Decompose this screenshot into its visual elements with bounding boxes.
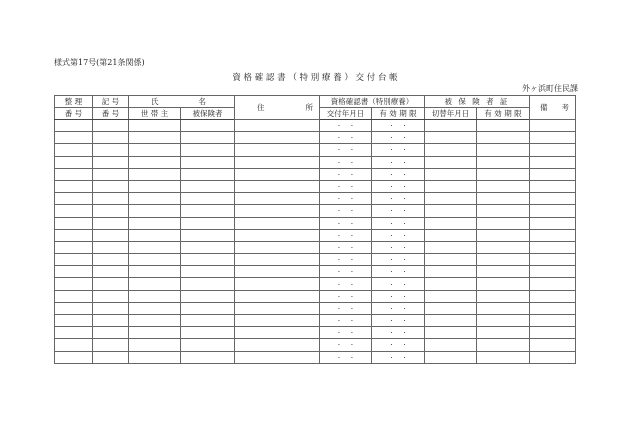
header-kofu-date: 交付年月日 [320,108,372,120]
table-cell [477,290,530,302]
yuko-kigen-cell: · · [372,290,425,302]
table-cell [129,180,181,192]
table-cell [55,302,93,314]
table-cell [530,193,576,205]
table-cell [55,217,93,229]
table-row [55,327,576,339]
table-row [55,205,576,217]
table-row [55,180,576,192]
table-cell [55,315,93,327]
table-cell [181,132,235,144]
kofu-date-cell: · · [320,168,372,180]
yuko-kigen-cell: · · [372,144,425,156]
table-cell [477,193,530,205]
kofu-date-cell: · · [320,180,372,192]
table-row [55,241,576,253]
header-yuko-kigen-1: 有 効 期 限 [372,108,425,120]
table-row [55,229,576,241]
table-row [55,217,576,229]
table-cell [425,339,477,351]
table-cell [235,156,320,168]
header-shikaku-group: 資格確認書（特別療養） [320,96,425,108]
table-row [55,156,576,168]
table-cell [181,120,235,132]
header-jusho-right: 所 [305,103,313,112]
table-cell [129,168,181,180]
table-cell [55,254,93,266]
table-row [55,168,576,180]
table-cell [55,180,93,192]
yuko-kigen-cell: · · [372,339,425,351]
kofu-date-cell: · · [320,205,372,217]
table-row [55,193,576,205]
table-cell [425,290,477,302]
kofu-date-cell: · · [320,229,372,241]
table-cell [235,278,320,290]
header-biko-right: 考 [561,103,570,112]
table-cell [530,180,576,192]
table-row [55,315,576,327]
header-setainushi: 世 帯 主 [129,108,181,120]
table-cell [235,180,320,192]
table-cell [477,278,530,290]
table-row [55,132,576,144]
table-cell [530,278,576,290]
table-cell [93,315,129,327]
table-cell [55,229,93,241]
header-biko-left: 備 [540,103,548,112]
table-cell [181,302,235,314]
table-cell [93,229,129,241]
table-cell [477,180,530,192]
table-row [55,302,576,314]
table-cell [425,132,477,144]
table-cell [235,205,320,217]
table-cell [55,241,93,253]
table-cell [530,339,576,351]
table-cell [181,315,235,327]
table-cell [477,327,530,339]
table-row [55,144,576,156]
table-cell [530,290,576,302]
yuko-kigen-cell: · · [372,132,425,144]
table-row [55,254,576,266]
table-cell [181,193,235,205]
table-cell [55,156,93,168]
table-cell [129,120,181,132]
header-yuko-kigen-2: 有 効 期 限 [477,108,530,120]
table-cell [129,266,181,278]
table-cell [425,266,477,278]
table-cell [235,290,320,302]
table-cell [129,302,181,314]
table-cell [129,229,181,241]
yuko-kigen-cell: · · [372,278,425,290]
yuko-kigen-cell: · · [372,351,425,363]
table-cell [477,241,530,253]
table-cell [425,351,477,363]
table-cell [129,278,181,290]
table-cell [93,266,129,278]
table-cell [235,229,320,241]
kofu-date-cell: · · [320,156,372,168]
table-cell [93,144,129,156]
table-cell [93,180,129,192]
header-seiri-top: 整 理 [55,96,93,108]
table-cell [477,339,530,351]
table-cell [181,217,235,229]
kofu-date-cell: · · [320,290,372,302]
table-cell [93,132,129,144]
header-shimei-left: 氏 [151,97,159,106]
table-cell [235,315,320,327]
header-shimei-right: 名 [198,97,206,106]
kofu-date-cell: · · [320,144,372,156]
yuko-kigen-cell: · · [372,120,425,132]
table-cell [530,302,576,314]
table-cell [93,327,129,339]
kofu-date-cell: · · [320,315,372,327]
table-cell [425,241,477,253]
header-shimei [129,96,235,108]
table-cell [530,229,576,241]
table-cell [93,278,129,290]
ledger-title: 資 格 確 認 書 （ 特 別 療 養 ） 交 付 台 帳 [232,73,398,83]
table-cell [235,302,320,314]
ledger-body [55,120,576,364]
table-cell [477,168,530,180]
table-cell [129,315,181,327]
table-cell [477,351,530,363]
yuko-kigen-cell: · · [372,217,425,229]
table-cell [181,168,235,180]
table-cell [181,266,235,278]
kofu-date-cell: · · [320,302,372,314]
kofu-date-cell: · · [320,132,372,144]
table-cell [477,144,530,156]
table-cell [129,351,181,363]
table-cell [235,351,320,363]
kofu-date-cell: · · [320,254,372,266]
table-cell [425,168,477,180]
table-cell [235,254,320,266]
header-kigo-top: 記 号 [93,96,129,108]
table-row [55,290,576,302]
table-cell [129,193,181,205]
yuko-kigen-cell: · · [372,229,425,241]
table-cell [129,132,181,144]
yuko-kigen-cell: · · [372,205,425,217]
table-cell [129,254,181,266]
kofu-date-cell: · · [320,193,372,205]
table-cell [425,217,477,229]
table-cell [530,120,576,132]
table-cell [530,315,576,327]
table-cell [55,205,93,217]
yuko-kigen-cell: · · [372,180,425,192]
table-cell [93,120,129,132]
table-cell [530,351,576,363]
table-cell [129,156,181,168]
table-cell [181,144,235,156]
yuko-kigen-cell: · · [372,156,425,168]
kofu-date-cell: · · [320,327,372,339]
table-cell [93,156,129,168]
table-row [55,266,576,278]
table-cell [93,193,129,205]
form-number-label: 様式第17号(第21条関係) [54,58,145,67]
table-cell [477,205,530,217]
yuko-kigen-cell: · · [372,327,425,339]
table-cell [235,339,320,351]
table-cell [93,302,129,314]
table-cell [129,290,181,302]
table-cell [425,254,477,266]
table-cell [425,180,477,192]
yuko-kigen-cell: · · [372,254,425,266]
table-row [55,120,576,132]
table-cell [93,217,129,229]
table-cell [425,144,477,156]
header-jusho [235,96,320,120]
table-cell [530,217,576,229]
header-hihokensha: 被保険者 [181,108,235,120]
table-cell [235,217,320,229]
table-cell [530,241,576,253]
table-cell [235,241,320,253]
table-cell [425,278,477,290]
table-cell [93,339,129,351]
table-cell [425,229,477,241]
table-row [55,278,576,290]
table-cell [181,205,235,217]
table-cell [93,254,129,266]
table-cell [181,229,235,241]
table-cell [425,120,477,132]
table-cell [477,132,530,144]
table-cell [93,351,129,363]
table-cell [55,168,93,180]
table-cell [235,193,320,205]
kofu-date-cell: · · [320,339,372,351]
table-cell [530,266,576,278]
table-cell [530,327,576,339]
table-row [55,339,576,351]
kofu-date-cell: · · [320,266,372,278]
yuko-kigen-cell: · · [372,266,425,278]
table-cell [477,156,530,168]
table-cell [181,351,235,363]
table-cell [129,217,181,229]
table-cell [530,132,576,144]
table-cell [181,156,235,168]
kofu-date-cell: · · [320,217,372,229]
header-seiri-bottom: 番 号 [55,108,93,120]
table-cell [235,168,320,180]
yuko-kigen-cell: · · [372,302,425,314]
yuko-kigen-cell: · · [372,241,425,253]
table-cell [181,278,235,290]
kofu-date-cell: · · [320,278,372,290]
table-cell [477,217,530,229]
header-kigo-bottom: 番 号 [93,108,129,120]
table-cell [235,120,320,132]
yuko-kigen-cell: · · [372,193,425,205]
table-cell [425,205,477,217]
table-cell [477,266,530,278]
table-cell [477,302,530,314]
table-cell [235,132,320,144]
table-cell [181,290,235,302]
table-cell [55,193,93,205]
table-cell [93,168,129,180]
table-cell [129,327,181,339]
table-cell [477,254,530,266]
table-cell [530,205,576,217]
office-name: 外ヶ浜町住民課 [522,84,578,93]
table-cell [530,144,576,156]
table-cell [93,205,129,217]
table-cell [129,205,181,217]
table-cell [55,278,93,290]
header-hihoken-group: 被 保 険 者 証 [425,96,530,108]
table-cell [477,315,530,327]
table-cell [425,156,477,168]
table-cell [93,241,129,253]
table-cell [181,339,235,351]
ledger-table [54,95,576,364]
yuko-kigen-cell: · · [372,168,425,180]
table-cell [425,327,477,339]
table-cell [425,193,477,205]
header-biko [530,96,576,120]
table-cell [181,327,235,339]
table-cell [55,120,93,132]
table-cell [55,339,93,351]
header-kirikae-date: 切替年月日 [425,108,477,120]
table-cell [93,290,129,302]
table-row [55,351,576,363]
table-cell [55,144,93,156]
table-cell [129,144,181,156]
yuko-kigen-cell: · · [372,315,425,327]
table-cell [530,254,576,266]
table-cell [477,120,530,132]
table-cell [55,327,93,339]
table-cell [425,315,477,327]
table-cell [55,290,93,302]
kofu-date-cell: · · [320,241,372,253]
table-cell [55,132,93,144]
table-cell [477,229,530,241]
table-cell [129,339,181,351]
table-cell [530,156,576,168]
kofu-date-cell: · · [320,120,372,132]
kofu-date-cell: · · [320,351,372,363]
table-cell [129,241,181,253]
table-cell [235,327,320,339]
table-cell [55,351,93,363]
table-cell [181,241,235,253]
table-cell [55,266,93,278]
table-cell [181,180,235,192]
table-cell [530,168,576,180]
table-cell [181,254,235,266]
table-cell [425,302,477,314]
header-jusho-left: 住 [257,103,265,112]
table-cell [235,266,320,278]
table-cell [235,144,320,156]
